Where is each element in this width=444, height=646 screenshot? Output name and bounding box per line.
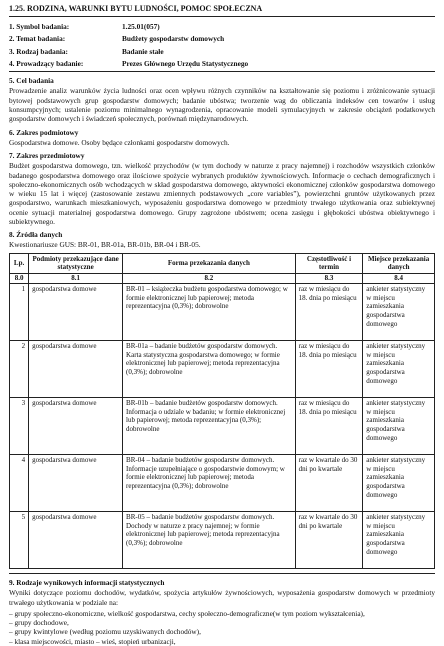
output-breakdown-list: [9, 609, 435, 646]
list-item: – grupy społeczno-ekonomiczne, wielkość gospodarstwa, cechy społeczno-demograficzne(w tym poziom wykształcenia),: [9, 609, 435, 618]
paragraph-data-sources: Kwestionariusze GUS: BR-01, BR-01a, BR-01b, BR-04 i BR-05.: [9, 240, 201, 250]
cell-frequency: raz w miesiącu do 18. dnia po miesiącu: [295, 340, 363, 397]
meta-value: Badanie stałe: [122, 46, 164, 56]
cell-place: ankieter statystyczny w miejscu zamieszkania gospodarstwa domowego: [363, 511, 435, 568]
col-number: 8.3: [295, 274, 363, 284]
paragraph-goal: Prowadzenie analiz warunków życia ludności oraz ocen wpływu różnych czynników na kształtowanie się poziomu i zróżnicowanie sytuacji bytowej podstawowych grup gospodarstw domowych; badanie ubóstwa; tworzenie wag do obliczania indeksów cen towarów i usług konsumpcyjnych; ustalenie poziomu minimalnego wynagrodzenia, opracowanie modeli symulacyjnych w zakresie obciążeń podatkowych gospodarstw domowych i świadczeń społecznych, porównań międzynarodowych.: [9, 86, 435, 124]
meta-type: [9, 47, 435, 56]
meta-label: 2. Temat badania:: [9, 34, 66, 44]
meta-value: Prezes Głównego Urzędu Statystycznego: [122, 58, 249, 68]
col-number: 8.1: [29, 274, 123, 284]
table-row: [10, 511, 435, 568]
heading-goal: 5. Cel badania: [9, 76, 54, 86]
paragraph-output-info: Wyniki dotyczące poziomu dochodów, wydatków, spożycia artykułów żywnościowych, wyposażenia gospodarstw domowych w przedmioty trwałego użytkowania w podziale na:: [9, 588, 435, 607]
cell-form: BR-01 – książeczka budżetu gospodarstwa domowego; w formie elektronicznej lub papierowej; metoda reprezentacyjna (0,3%); dobrowolne: [123, 283, 296, 340]
cell-form: BR-04 – badanie budżetów gospodarstw domowych. Informacje uzupełniające o gospodarstwie domowym; w formie elektronicznej lub papierowej; metoda reprezentacyjna (0,3%); dobrowolne: [123, 454, 296, 511]
cell-lp: 3: [10, 397, 29, 454]
table-number-row: [10, 274, 435, 284]
meta-value: 1.25.01(057): [122, 22, 160, 32]
col-number: 8.0: [10, 274, 29, 284]
meta-label: 4. Prowadzący badanie:: [9, 58, 84, 68]
header-entity: Podmioty przekazujące dane statystyczne: [29, 253, 123, 274]
paragraph-object-scope: Budżet gospodarstwa domowego, tzn. wielkość przychodów (w tym dochody w naturze z pracy najemnej) i rozchodów wszystkich członków badanego gospodarstwa domowego oraz ilościowe spożycie wybranych produktów żywnościowych. Informacje o cechach demograficznych i społeczno-ekonomicznych osób wchodzących w skład gospodarstwa domowego, aktywności ekonomicznej członków gospodarstwa domowego w wieku 15 lat i więcej (zastosowanie zestawu zmiennych podstawowych „core variables”), powierzchni gruntów użytkowanych przez gospodarstwo, warunkach mieszkaniowych, wyposażeniu gospodarstwa domowego w przedmioty trwałego użytkowania oraz subiektywnej ocenie sytuacji materialnej gospodarstwa domowego. Grupy zagrożone ubóstwem; ocena zasięgu i głębokości ubóstwa obiektywnego i subiektywnego.: [9, 161, 435, 226]
list-item: – klasa miejscowości, miasto – wieś, stopień urbanizacji,: [9, 637, 435, 646]
col-number: 8.4: [363, 274, 435, 284]
cell-entity: gospodarstwa domowe: [29, 283, 123, 340]
col-number: 8.2: [123, 274, 296, 284]
cell-entity: gospodarstwa domowe: [29, 511, 123, 568]
cell-lp: 5: [10, 511, 29, 568]
paragraph-subject-scope: Gospodarstwa domowe. Osoby będące członkami gospodarstw domowych.: [9, 137, 230, 147]
cell-place: ankieter statystyczny w miejscu zamieszkania gospodarstwa domowego: [363, 283, 435, 340]
table-row: [10, 283, 435, 340]
header-frequency: Częstotliwość i termin: [295, 253, 363, 274]
cell-form: BR-01b – badanie budżetów gospodarstw domowych. Informacja o udziale w badaniu; w formie elektronicznej lub papierowej; metoda reprezentacyjna (0,3%); dobrowolne: [123, 397, 296, 454]
cell-lp: 2: [10, 340, 29, 397]
cell-entity: gospodarstwa domowe: [29, 340, 123, 397]
heading-object-scope: 7. Zakres przedmiotowy: [9, 151, 85, 161]
cell-frequency: raz w miesiącu do 18. dnia po miesiącu: [295, 283, 363, 340]
document-page: [9, 0, 435, 646]
meta-symbol: [9, 22, 435, 31]
list-item: – grupy kwintylowe (według poziomu uzyskiwanych dochodów),: [9, 627, 435, 636]
table-header-row: [10, 253, 435, 274]
cell-place: ankieter statystyczny w miejscu zamieszkania gospodarstwa domowego: [363, 454, 435, 511]
cell-lp: 4: [10, 454, 29, 511]
meta-topic: [9, 34, 435, 43]
table-row: [10, 340, 435, 397]
heading-subject-scope: 6. Zakres podmiotowy: [9, 127, 79, 137]
cell-frequency: raz w kwartale do 30 dni po kwartale: [295, 454, 363, 511]
divider: [9, 573, 435, 574]
cell-entity: gospodarstwa domowe: [29, 397, 123, 454]
meta-conductor: [9, 59, 435, 68]
table-row: [10, 454, 435, 511]
heading-data-sources: 8. Źródła danych: [9, 230, 63, 240]
heading-output-info: 9. Rodzaje wynikowych informacji statystycznych: [9, 577, 165, 587]
header-lp: Lp.: [10, 253, 29, 274]
meta-value: Budżety gospodarstw domowych: [122, 34, 225, 44]
divider: [9, 71, 435, 72]
cell-frequency: raz w kwartale do 30 dni po kwartale: [295, 511, 363, 568]
meta-label: 3. Rodzaj badania:: [9, 46, 68, 56]
cell-entity: gospodarstwa domowe: [29, 454, 123, 511]
data-sources-table: [9, 253, 435, 569]
header-place: Miejsce przekazania danych: [363, 253, 435, 274]
cell-form: BR-05 – badanie budżetów gospodarstw domowych. Dochody w naturze z pracy najemnej; w formie elektronicznej lub papierowej; metoda reprezentacyjna (0,3%); dobrowolne: [123, 511, 296, 568]
table-row: [10, 397, 435, 454]
cell-form: BR-01a – badanie budżetów gospodarstw domowych. Karta statystyczna gospodarstwa domowego; w formie elektronicznej lub papierowej; metoda reprezentacyjna (0,3%); dobrowolne: [123, 340, 296, 397]
meta-label: 1. Symbol badania:: [9, 22, 70, 32]
cell-place: ankieter statystyczny w miejscu zamieszkania gospodarstwa domowego: [363, 397, 435, 454]
list-item: – grupy dochodowe,: [9, 618, 435, 627]
cell-lp: 1: [10, 283, 29, 340]
section-title: 1.25. RODZINA, WARUNKI BYTU LUDNOŚCI, POMOC SPOŁECZNA: [9, 4, 435, 17]
cell-frequency: raz w miesiącu do 18. dnia po miesiącu: [295, 397, 363, 454]
header-form: Forma przekazania danych: [123, 253, 296, 274]
cell-place: ankieter statystyczny w miejscu zamieszkania gospodarstwa domowego: [363, 340, 435, 397]
